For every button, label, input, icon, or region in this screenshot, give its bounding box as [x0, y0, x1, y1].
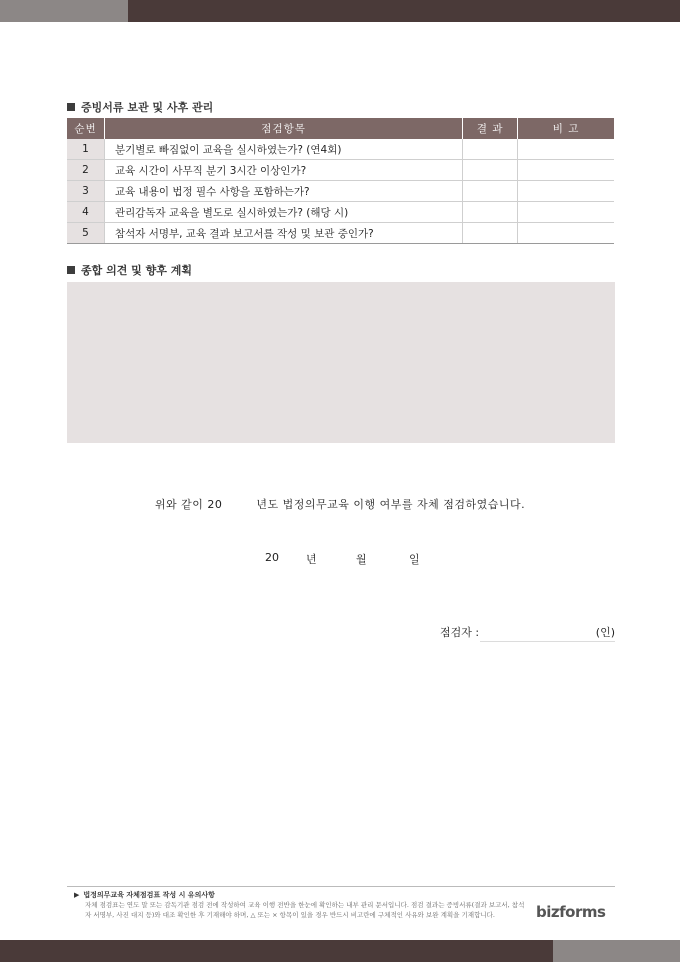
bizforms-logo: bizforms: [536, 903, 606, 921]
notice-title: [74, 890, 615, 900]
section-title-text: 종합 의견 및 향후 계획: [81, 264, 192, 277]
confirmation-statement: [0, 496, 680, 512]
row-result-cell[interactable]: [463, 202, 518, 223]
square-bullet-icon: [67, 266, 75, 274]
section-title-text: 증빙서류 보관 및 사후 관리: [81, 101, 214, 114]
row-number: 1: [67, 139, 104, 160]
header-note: 비 고: [518, 118, 614, 139]
row-number: 3: [67, 181, 104, 202]
top-bar: [128, 0, 680, 22]
table-row: [67, 202, 614, 223]
row-number: 4: [67, 202, 104, 223]
section-title-evidence: [67, 99, 213, 115]
header-no: 순번: [67, 118, 104, 139]
row-item: 교육 시간이 사무직 분기 3시간 이상인가?: [104, 160, 462, 181]
row-note-cell[interactable]: [518, 139, 614, 160]
row-item: 관리감독자 교육을 별도로 실시하였는가? (해당 시): [104, 202, 462, 223]
row-number: 5: [67, 223, 104, 244]
row-number: 2: [67, 160, 104, 181]
notice-box: [67, 886, 615, 920]
inspector-name-field[interactable]: [480, 641, 615, 642]
row-item: 분기별로 빠짐없이 교육을 실시하였는가? (연4회): [104, 139, 462, 160]
row-note-cell[interactable]: [518, 223, 614, 244]
row-item: 교육 내용이 법정 필수 사항을 포함하는가?: [104, 181, 462, 202]
date-year-label: 년: [306, 553, 317, 566]
top-bar-accent: [0, 0, 128, 22]
seal-label: (인): [595, 626, 615, 639]
row-item: 참석자 서명부, 교육 결과 보고서를 작성 및 보관 중인가?: [104, 223, 462, 244]
table-row: [67, 160, 614, 181]
statement-prefix: 위와 같이 20: [154, 498, 223, 511]
section-title-opinion: [67, 262, 192, 278]
table-row: [67, 223, 614, 244]
checklist-table: [67, 118, 614, 244]
opinion-textarea[interactable]: [67, 282, 615, 443]
table-row: [67, 139, 614, 160]
table-row: [67, 181, 614, 202]
row-note-cell[interactable]: [518, 181, 614, 202]
date-month-label: 월: [356, 553, 367, 566]
statement-suffix: 년도 법정의무교육 이행 여부를 자체 점검하였습니다.: [256, 498, 526, 511]
date-day-label: 일: [409, 553, 420, 566]
row-result-cell[interactable]: [463, 181, 518, 202]
notice-title-text: 법정의무교육 자체점검표 작성 시 유의사항: [83, 891, 215, 899]
inspector-label: 점검자 :: [440, 626, 480, 639]
table-header-row: [67, 118, 614, 139]
bottom-bar: [0, 940, 553, 962]
row-result-cell[interactable]: [463, 160, 518, 181]
triangle-bullet-icon: ▶: [74, 891, 80, 899]
square-bullet-icon: [67, 103, 75, 111]
header-result: 결 과: [463, 118, 518, 139]
bottom-bar-accent: [553, 940, 680, 962]
header-item: 점검항목: [104, 118, 462, 139]
row-note-cell[interactable]: [518, 160, 614, 181]
notice-body: 자체 점검표는 연도 말 또는 감독기관 점검 전에 작성하여 교육 이행 전반을 한눈에 확인하는 내부 관리 문서입니다. 점검 결과는 증빙서류(결과 보고서, 참석자 서명부, 사진 대지 등)와 대조 확인한 후 기재해야 하며, △ 또는 × 항목이 있을 경우 반드시 비고란에 구체적인 사유와 보완 계획을 기재합니다.: [85, 901, 525, 919]
date-year-prefix: 20: [265, 551, 279, 564]
row-note-cell[interactable]: [518, 202, 614, 223]
row-result-cell[interactable]: [463, 223, 518, 244]
row-result-cell[interactable]: [463, 139, 518, 160]
